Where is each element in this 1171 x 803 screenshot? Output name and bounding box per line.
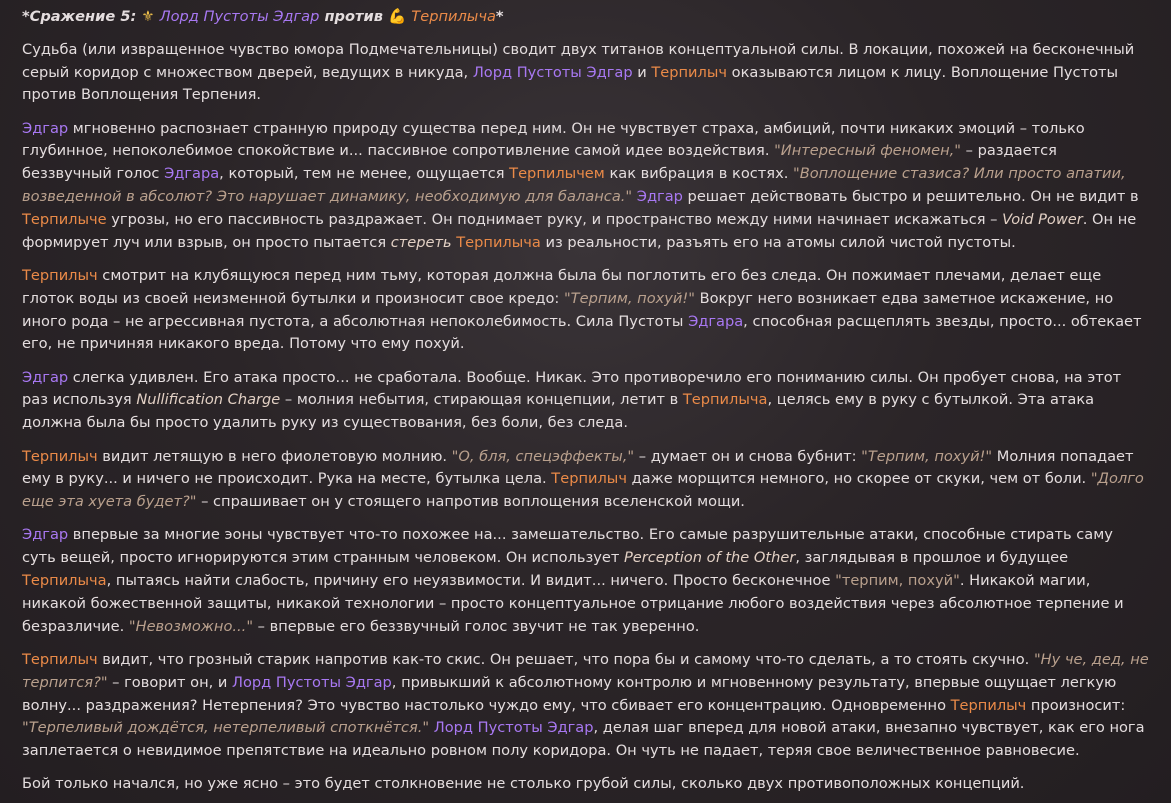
paragraph [22, 446, 1149, 514]
text-segment: , привыкший к абсолютному контролю и мгновенному результату, впервые ощущает легкую волну... раздражения? Нетерпения? Это чувство настолько чуждо ему, что сбивает его концентрацию. Одновременно [22, 673, 1117, 714]
quote: "Долго еще эта хуета будет?" [22, 470, 1144, 511]
text-segment: видит летящую в него фиолетовую молнию. [97, 447, 452, 465]
quote: "О, бля, спецэффекты," [451, 447, 635, 465]
text-segment: произносит: [1026, 696, 1126, 714]
text-segment: , пытаясь найти слабость, причину его неуязвимости. И видит... ничего. Просто бесконечное [106, 572, 836, 590]
lord-name: Эдгар [636, 188, 683, 206]
text-segment: смотрит на клубящуюся перед ним тьму, которая должна была бы поглотить его без следа. Он пожимает плечами, делает еще глоток воды из своей неизменной бутылки и произносит свое кредо: [22, 266, 1102, 307]
title-suffix: * [495, 8, 504, 25]
lord-name: Лорд Пустоты Эдгар [472, 63, 633, 81]
text-segment: угрозы, но его пассивность раздражает. Он поднимает руку, и пространство между ними начинает искажаться – [106, 210, 1003, 228]
text-segment: слегка удивлен. Его атака просто... не сработала. Вообще. Никак. Это противоречило его пониманию силы. Он пробует снова, на этот раз используя [22, 368, 1122, 409]
ability-name: Nullification Charge [136, 391, 281, 409]
terp-name: Терпилыч [551, 470, 627, 488]
text-segment: – спрашивает он у стоящего напротив воплощения вселенской мощи. [196, 493, 745, 511]
paragraph [22, 265, 1149, 356]
terp-name: Терпилыч [950, 696, 1027, 714]
text-segment: , способная расщеплять звезды, просто... обтекает его, не причиняя никакого вреда. Потому что ему похуй. [22, 312, 1142, 353]
title-lord-name: Лорд Пустоты Эдгар [159, 8, 320, 25]
paragraph [22, 118, 1149, 255]
terp-name: Терпилыча [22, 572, 107, 590]
text-segment: , целясь ему в руку с бутылкой. Эта атака должна была бы просто удалить руку из существования, без боли, без следа. [22, 391, 1095, 432]
text-segment: . Он не формирует луч или взрыв, он просто пытается [22, 210, 1137, 251]
lord-name: Эдгар [22, 526, 69, 544]
title-versus: против [319, 8, 389, 25]
quote: "Терпим, похуй!" [563, 289, 695, 307]
ability-name: стереть [390, 233, 452, 251]
text-segment: – раздается беззвучный голос [22, 142, 1057, 183]
text-segment: , который, тем не менее, ощущается [219, 165, 510, 183]
text-segment: , заглядывая в прошлое и будущее [795, 549, 1069, 567]
text-segment: Молния попадает ему в руку... и ничего не происходит. Рука на месте, бутылка цела. [22, 447, 1134, 488]
terp-name: Терпилыч [651, 63, 728, 81]
title-prefix: *Сражение 5: [22, 8, 142, 25]
text-segment: Вокруг него возникает едва заметное искажение, но иного рода – не агрессивная пустота, а абсолютная непоколебимость. Сила Пустоты [22, 289, 1114, 330]
quote: "Воплощение стазиса? Или просто апатии, возведенной в абсолют? Это нарушает динамику, необходимую для баланса." [22, 165, 1126, 206]
text-segment: впервые за многие эоны чувствует что-то похожее на... замешательство. Его самые разрушительные атаки, способные стирать саму суть вещей, просто игнорируются этим странным человеком. Он использует [22, 526, 1113, 567]
fleur-de-lis-icon: ⚜ [141, 8, 155, 25]
ability-name: Void Power [1002, 210, 1083, 228]
text-segment: – думает он и снова бубнит: [634, 447, 862, 465]
text-segment: оказываются лицом к лицу. Воплощение Пустоты против Воплощения Терпения. [22, 63, 1119, 104]
terp-name: Терпилыч [22, 447, 98, 465]
text-segment: из реальности, разъять его на атомы силой чистой пустоты. [540, 233, 1016, 251]
text-segment: Бой только начался, но уже ясно – это будет столкновение не столько грубой силы, сколько двух противоположных концепций. [22, 775, 1025, 793]
text-segment: Судьба (или извращенное чувство юмора Подмечательницы) сводит двух титанов концептуальной силы. В локации, похожей на бесконечный серый коридор с множеством дверей, ведущих в никуда, [22, 40, 1135, 81]
terp-name: Терпилыч [22, 650, 98, 668]
lord-name: Эдгар [22, 119, 69, 137]
message-body [22, 39, 1149, 796]
quote: "Ну че, дед, не терпится?" [22, 650, 1149, 691]
ability-name: Perception of the Other [623, 549, 796, 567]
terp-name: Терпилычем [509, 165, 605, 183]
terp-name: Терпилыч [22, 266, 98, 284]
text-segment: видит, что грозный старик напротив как-то скис. Он решает, что пора бы и самому что-то сделать, а то стоять скучно. [97, 650, 1034, 668]
terp-name: Терпилыча [456, 233, 541, 251]
quote-text: "терпим, похуй" [835, 572, 960, 590]
text-segment: . Никакой магии, никакой божественной защиты, никакой технологии – просто концептуальное отрицание любого воздействия через абсолютное терпение и безразличие. [22, 572, 1124, 635]
battle-title [22, 6, 1149, 29]
lord-name: Эдгара [164, 165, 220, 183]
quote: "Интересный феномен," [774, 142, 962, 160]
text-segment: – говорит он, и [107, 673, 233, 691]
text-segment: – впервые его беззвучный голос звучит не так уверенно. [253, 617, 700, 635]
terp-name: Терпилыче [22, 210, 107, 228]
paragraph [22, 39, 1149, 107]
text-segment: и [632, 63, 652, 81]
text-segment: даже морщится немного, но скорее от скуки, чем от боли. [626, 470, 1091, 488]
text-segment: решает действовать быстро и решительно. Он не видит в [682, 188, 1139, 206]
title-terp-name: Терпилыча [411, 8, 496, 25]
paragraph [22, 367, 1149, 435]
paragraph [22, 524, 1149, 638]
lord-name: Лорд Пустоты Эдгар [232, 673, 392, 691]
quote: "Терпеливый дождётся, нетерпеливый споткнётся." [22, 719, 430, 737]
paragraph [22, 649, 1149, 763]
text-segment: как вибрация в костях. [604, 165, 793, 183]
terp-name: Терпилыча [682, 391, 768, 409]
paragraph [22, 773, 1149, 796]
quote: "Невозможно..." [128, 617, 254, 635]
text-segment: – молния небытия, стирающая концепции, летит в [280, 391, 683, 409]
lord-name: Эдгар [22, 368, 69, 386]
flexed-biceps-icon: 💪 [388, 8, 407, 25]
quote: "Терпим, похуй!" [861, 447, 993, 465]
text-segment: мгновенно распознает странную природу существа перед ним. Он не чувствует страха, амбиций, почти никаких эмоций – только глубинное, непоколебимое спокойствие и... пассивное сопротивление самой идее воздействия. [22, 119, 1085, 160]
text-segment: , делая шаг вперед для новой атаки, внезапно чувствует, как его нога заплетается о невидимое препятствие на идеально ровном полу коридора. Он чуть не падает, теряя свое величественное равновесие. [22, 719, 1145, 760]
lord-name: Эдгара [688, 312, 744, 330]
lord-name: Лорд Пустоты Эдгар [433, 719, 594, 737]
